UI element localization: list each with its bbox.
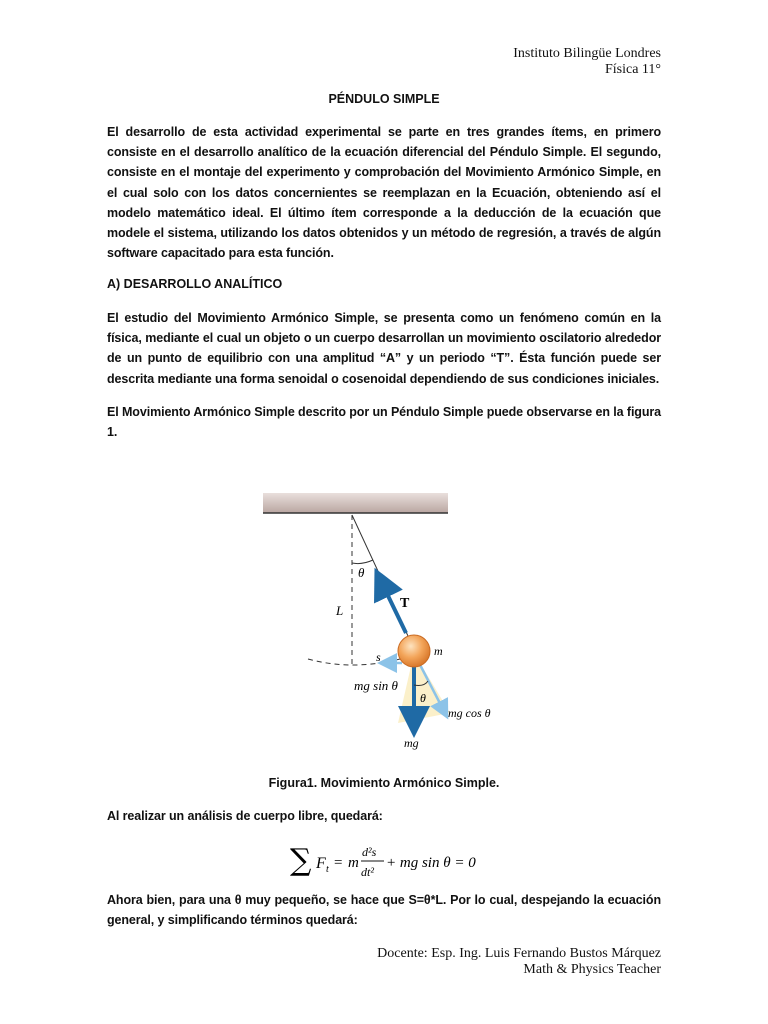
- mas-paragraph: El estudio del Movimiento Armónico Simple, se presenta como un fenómeno común en la física, mediante el cual un objeto o un cuerpo desarrollan un movimiento oscilatorio alrededor de un punto de equilibrio con una amplitud “A” y un periodo “T”. Ésta función puede ser descrita mediante una forma senoidal o cosenoidal dependiendo de sus condiciones iniciales.: [107, 311, 661, 386]
- label-theta-bottom: θ: [420, 691, 426, 705]
- school-name: Instituto Bilingüe Londres: [513, 46, 661, 61]
- svg-text:=: =: [334, 855, 343, 871]
- label-mg-cos: mg cos θ: [448, 706, 491, 720]
- denominator: dt²: [361, 865, 374, 879]
- sum-symbol: ∑: [290, 843, 312, 878]
- svg-text:t: t: [326, 864, 329, 875]
- pendulum-figure: [250, 485, 520, 755]
- document-footer: [377, 946, 661, 978]
- teacher-role: Math & Physics Teacher: [523, 962, 661, 977]
- pendulum-bob: [398, 635, 430, 667]
- free-body-paragraph: Al realizar un análisis de cuerpo libre, quedará:: [107, 809, 383, 823]
- gravity-term: + mg sin θ = 0: [386, 855, 476, 871]
- intro-paragraph: El desarrollo de esta actividad experimental se parte en tres grandes ítems, en primero consiste en el desarrollo analítico de la ecuación diferencial del Péndulo Simple. El segundo, consiste en el montaje del experimento y comprobación del Movimiento Armónico Simple, en el cual solo con los datos concernientes se reemplazan en la Ecuación, obteniendo así el modelo matemático ideal. El último ítem corresponde a la deducción de la ecuación que modele el sistema, utilizando los datos obtenidos y un método de regresión, a través de algún software capacitado para esta función.: [107, 125, 661, 261]
- label-mg-sin: mg sin θ: [354, 678, 398, 693]
- label-tension: T: [400, 596, 410, 611]
- label-arc-length: s: [376, 650, 381, 664]
- small-angle-paragraph: Ahora bien, para una θ muy pequeño, se hace que S=θ*L. Por lo cual, despejando la ecuación general, y simplificando términos quedará:: [107, 893, 661, 928]
- label-theta-top: θ: [358, 565, 365, 580]
- figure-caption: Figura1. Movimiento Armónico Simple.: [268, 776, 500, 790]
- document-title: PÉNDULO SIMPLE: [328, 92, 440, 106]
- label-mg: mg: [404, 736, 419, 750]
- label-mass: m: [434, 644, 443, 658]
- document-header: [513, 46, 661, 78]
- equation: [290, 836, 490, 886]
- course-name: Física 11°: [604, 62, 661, 77]
- teacher-name: Docente: Esp. Ing. Luis Fernando Bustos Márquez: [377, 946, 661, 961]
- numerator: d²s: [362, 845, 377, 859]
- figure-reference-paragraph: El Movimiento Armónico Simple descrito por un Péndulo Simple puede observarse en la figura 1.: [107, 405, 661, 440]
- section-heading-a: A) DESARROLLO ANALÍTICO: [107, 277, 283, 291]
- angle-arc-top: [352, 560, 373, 564]
- svg-text:m: m: [348, 855, 359, 871]
- ceiling-support: [263, 493, 448, 513]
- force-term: F: [316, 855, 326, 872]
- label-length: L: [336, 603, 344, 618]
